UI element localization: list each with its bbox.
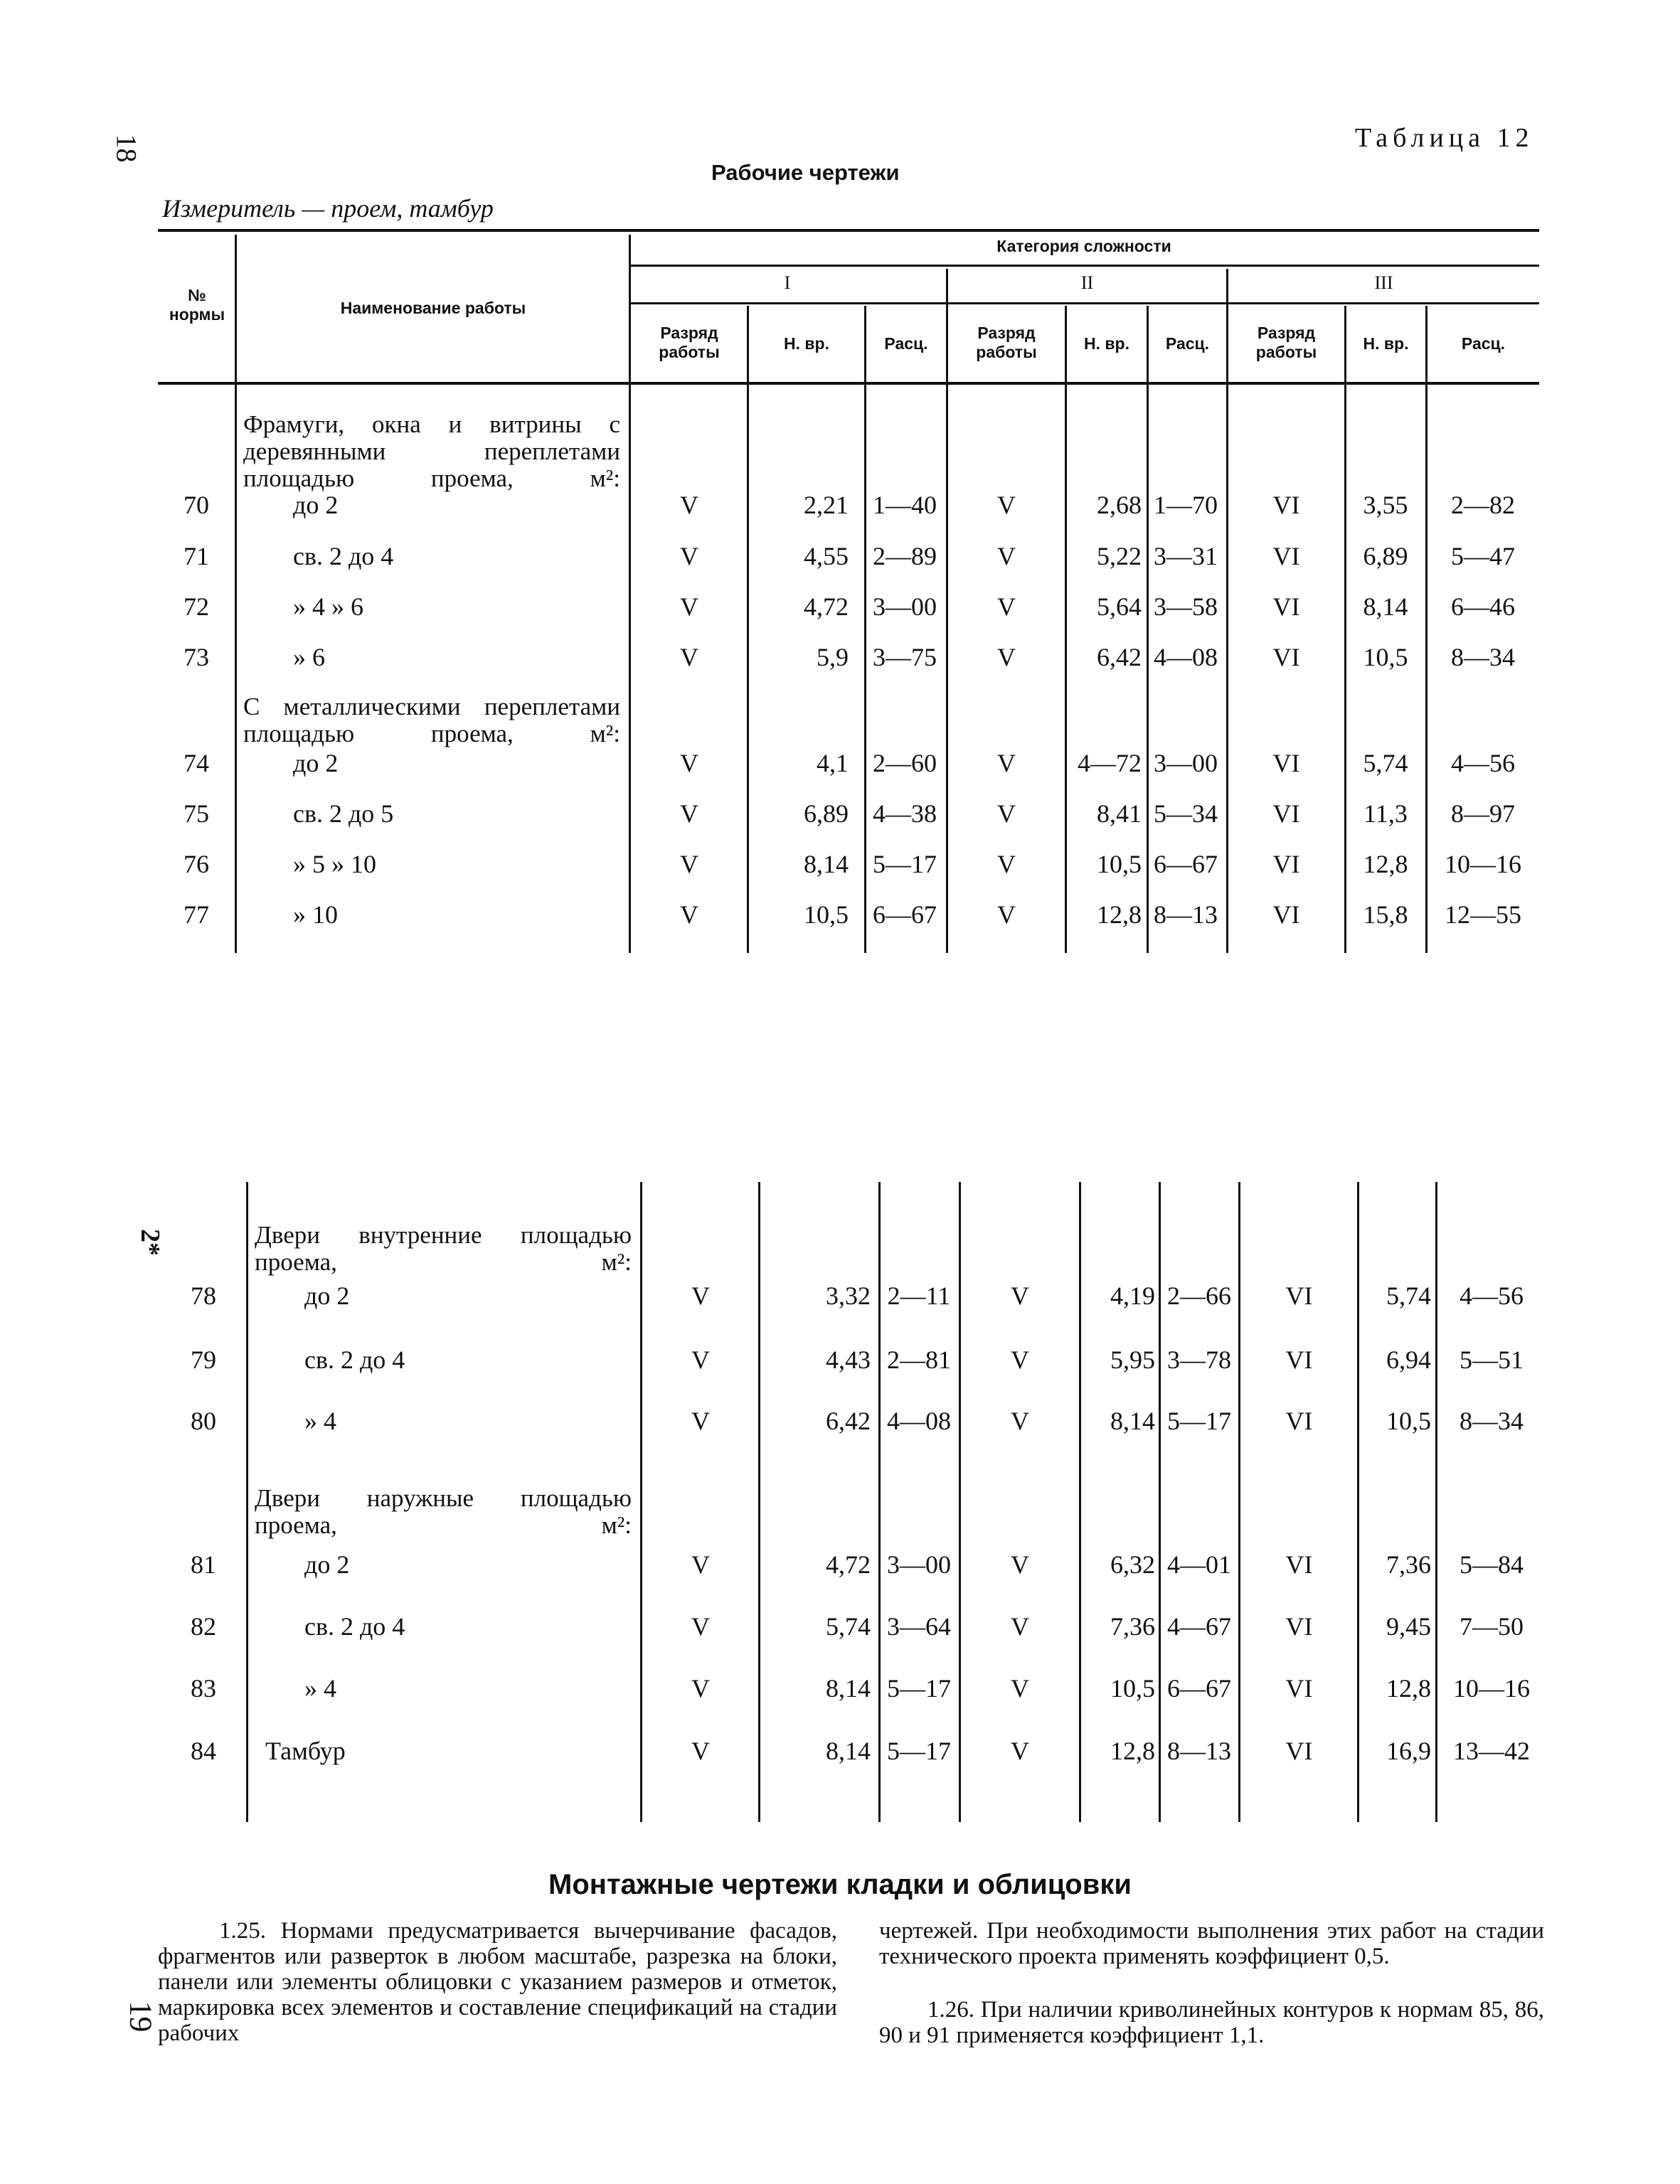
col-sep (864, 306, 866, 953)
cell-price-ii: 5—34 (1154, 799, 1218, 828)
cell-time-i: 5,74 (826, 1612, 871, 1641)
cell-grade-iii: VI (1285, 1674, 1313, 1703)
cell-grade-i: V (680, 643, 698, 671)
cell-price-iii: 8—97 (1451, 799, 1515, 828)
col-sep (1435, 1182, 1437, 1822)
signature-mark: 2* (135, 1229, 165, 1256)
norm-number: 76 (184, 850, 209, 878)
cell-grade-ii: V (1011, 1282, 1029, 1310)
cell-grade-ii: V (1011, 1550, 1029, 1579)
section-title: Монтажные чертежи кладки и облицовки (548, 1869, 1132, 1900)
cell-time-ii: 8,41 (1097, 799, 1142, 828)
cell-price-i: 3—64 (887, 1612, 951, 1641)
norm-number: 83 (191, 1674, 216, 1703)
cell-price-ii: 3—78 (1167, 1346, 1231, 1374)
header-time: Н. вр. (1084, 334, 1129, 353)
cell-grade-iii: VI (1272, 592, 1300, 621)
cell-time-i: 4,1 (817, 749, 849, 777)
cell-time-ii: 5,22 (1097, 542, 1142, 570)
table-label: Таблица 12 (1355, 123, 1534, 153)
paragraph-1-26: 1.26. При наличии криволинейных контуров к нормам 85, 86, 90 и 91 применяется коэффициент 1,1. (879, 1997, 1544, 2048)
col-sep (878, 1182, 881, 1822)
page-number-bottom: 19 (123, 2001, 159, 2033)
cell-time-iii: 16,9 (1386, 1737, 1431, 1765)
cell-time-iii: 5,74 (1386, 1282, 1431, 1310)
cell-grade-i: V (691, 1612, 710, 1641)
paragraph-1-25: 1.25. Нормами предусматривается вычерчивание фасадов, фрагментов или разверток в любом масштабе, разрезка на блоки, панели или элементы облицовки с указанием размеров и отметок, маркировка всех элементов и составление спецификаций на стадии рабочих (158, 1918, 837, 2046)
cell-price-i: 3—75 (873, 643, 937, 671)
cell-price-iii: 5—47 (1451, 542, 1515, 570)
cell-grade-iii: VI (1272, 749, 1300, 777)
cell-grade-i: V (680, 749, 698, 777)
cell-price-i: 2—89 (873, 542, 937, 570)
cell-grade-iii: VI (1285, 1550, 1313, 1579)
header-complexity-category: Категория сложности (996, 237, 1171, 255)
cell-time-iii: 3,55 (1363, 491, 1408, 519)
work-name: » 4 (304, 1674, 336, 1703)
norm-number: 74 (184, 749, 209, 777)
norm-number: 79 (191, 1346, 216, 1374)
cell-grade-ii: V (997, 643, 1016, 671)
cell-time-ii: 10,5 (1110, 1674, 1155, 1703)
cell-time-i: 5,9 (817, 643, 849, 671)
cell-time-iii: 6,94 (1386, 1346, 1431, 1374)
cell-time-i: 2,21 (804, 491, 849, 519)
cell-time-ii: 12,8 (1097, 900, 1142, 929)
col-sep (1238, 1182, 1240, 1822)
cell-time-iii: 6,89 (1363, 542, 1408, 570)
norm-number: 70 (184, 491, 209, 519)
header-time: Н. вр. (1363, 334, 1409, 353)
cell-price-iii: 10—16 (1445, 850, 1521, 878)
group-heading: С металлическими переплетами площадью проема, м²: (243, 693, 620, 747)
work-name: до 2 (293, 749, 339, 777)
cell-grade-ii: V (1011, 1612, 1029, 1641)
cell-price-i: 1—40 (873, 491, 937, 519)
cell-price-iii: 4—56 (1451, 749, 1515, 777)
cell-time-ii: 10,5 (1097, 850, 1142, 878)
work-name: до 2 (293, 491, 339, 519)
cell-time-ii: 12,8 (1110, 1737, 1155, 1765)
cell-grade-ii: V (1011, 1674, 1029, 1703)
cell-time-i: 6,89 (804, 799, 849, 828)
table-subtitle: Рабочие чертежи (711, 160, 900, 185)
cell-price-i: 2—81 (887, 1346, 951, 1374)
page-number-top: 18 (110, 134, 143, 163)
header-category-iii: III (1374, 272, 1393, 293)
cell-price-ii: 4—67 (1167, 1612, 1231, 1641)
col-sep (246, 1182, 248, 1822)
cell-price-iii: 8—34 (1451, 643, 1515, 671)
cell-time-iii: 15,8 (1363, 900, 1408, 929)
table-top-rule (158, 229, 1539, 232)
header-price: Расц. (884, 334, 928, 353)
cell-grade-iii: VI (1285, 1282, 1313, 1310)
cell-price-iii: 5—84 (1460, 1550, 1524, 1579)
work-name: св. 2 до 4 (304, 1346, 405, 1374)
cell-grade-ii: V (997, 491, 1016, 519)
cell-price-iii: 2—82 (1451, 491, 1515, 519)
cell-grade-ii: V (997, 850, 1016, 878)
header-work-name: Наименование работы (340, 299, 526, 317)
cell-price-i: 6—67 (873, 900, 937, 929)
header-price: Расц. (1461, 334, 1506, 353)
cell-time-i: 8,14 (804, 850, 849, 878)
header-bottom-rule (158, 382, 1539, 385)
cell-grade-i: V (680, 542, 698, 570)
cell-grade-iii: VI (1285, 1346, 1313, 1374)
cell-grade-ii: V (997, 900, 1016, 929)
work-name: св. 2 до 5 (293, 799, 394, 828)
col-sep (1079, 1182, 1081, 1822)
cell-price-iii: 13—42 (1453, 1737, 1530, 1765)
cell-grade-ii: V (1011, 1346, 1029, 1374)
header-category-ii: II (1080, 272, 1094, 293)
cell-grade-iii: VI (1272, 491, 1300, 519)
cell-time-iii: 11,3 (1363, 799, 1408, 828)
header-grade: Разряд работы (1255, 324, 1317, 361)
norm-number: 75 (184, 799, 209, 828)
cell-grade-iii: VI (1285, 1737, 1313, 1765)
work-name: » 10 (293, 900, 338, 929)
cell-time-ii: 2,68 (1097, 491, 1142, 519)
work-name: » 5 » 10 (293, 850, 376, 878)
cell-price-i: 4—08 (887, 1407, 951, 1435)
cell-price-i: 5—17 (873, 850, 937, 878)
cell-time-i: 8,14 (826, 1737, 871, 1765)
header-price: Расц. (1165, 334, 1210, 353)
col-sep (959, 1182, 961, 1822)
col-sep (1159, 1182, 1161, 1822)
cell-grade-ii: V (997, 799, 1016, 828)
group-heading: Двери наружные площадью проема, м²: (255, 1484, 632, 1539)
cell-grade-i: V (691, 1282, 710, 1310)
cell-grade-iii: VI (1272, 900, 1300, 929)
norm-number: 80 (191, 1407, 216, 1435)
col-sep (1425, 306, 1428, 953)
cell-price-ii: 5—17 (1167, 1407, 1231, 1435)
cell-grade-ii: V (997, 542, 1016, 570)
cell-price-iii: 6—46 (1451, 592, 1515, 621)
cell-time-i: 4,72 (804, 592, 849, 621)
cell-grade-i: V (680, 799, 698, 828)
cell-grade-ii: V (1011, 1737, 1029, 1765)
cell-price-i: 3—00 (887, 1550, 951, 1579)
cell-time-ii: 6,32 (1110, 1550, 1155, 1579)
col-sep (758, 1182, 760, 1822)
cell-grade-ii: V (1011, 1407, 1029, 1435)
col-sep (640, 1182, 642, 1822)
cell-time-ii: 4,19 (1110, 1282, 1155, 1310)
col-sep (1147, 306, 1149, 953)
norm-number: 82 (191, 1612, 216, 1641)
measurer-caption: Измеритель — проем, тамбур (162, 194, 494, 223)
cell-grade-ii: V (997, 749, 1016, 777)
cell-time-i: 8,14 (826, 1674, 871, 1703)
cell-price-ii: 3—00 (1154, 749, 1218, 777)
cell-price-iii: 10—16 (1453, 1674, 1530, 1703)
norm-number: 84 (191, 1737, 216, 1765)
cell-grade-ii: V (997, 592, 1016, 621)
cell-grade-i: V (680, 850, 698, 878)
cell-grade-i: V (680, 592, 698, 621)
cell-time-iii: 10,5 (1363, 643, 1408, 671)
cell-grade-iii: VI (1285, 1407, 1313, 1435)
paragraph-1-25-continued: чертежей. При необходимости выполнения этих работ на стадии технического проекта применять коэффициент 0,5. (879, 1918, 1544, 1969)
cell-grade-iii: VI (1272, 799, 1300, 828)
header-grade: Разряд работы (976, 324, 1037, 361)
cell-price-ii: 1—70 (1154, 491, 1218, 519)
work-name: до 2 (304, 1550, 350, 1579)
category-rule (629, 265, 1539, 267)
cell-time-i: 3,32 (826, 1282, 871, 1310)
cell-price-i: 2—11 (887, 1282, 951, 1310)
cell-time-iii: 9,45 (1386, 1612, 1431, 1641)
cell-time-iii: 7,36 (1386, 1550, 1431, 1579)
cell-price-ii: 3—31 (1154, 542, 1218, 570)
subcategory-rule (629, 302, 1539, 304)
cell-time-ii: 7,36 (1110, 1612, 1155, 1641)
cell-price-ii: 4—08 (1154, 643, 1218, 671)
cell-time-ii: 5,64 (1097, 592, 1142, 621)
cell-grade-iii: VI (1272, 643, 1300, 671)
header-grade: Разряд работы (659, 324, 720, 361)
header-time: Н. вр. (784, 334, 829, 353)
cell-time-iii: 8,14 (1363, 592, 1408, 621)
cell-price-iii: 8—34 (1460, 1407, 1524, 1435)
cell-grade-i: V (691, 1407, 710, 1435)
cell-grade-iii: VI (1272, 542, 1300, 570)
cell-time-i: 4,55 (804, 542, 849, 570)
cell-time-iii: 5,74 (1363, 749, 1408, 777)
cell-grade-i: V (691, 1674, 710, 1703)
col-sep (1357, 1182, 1359, 1822)
cell-grade-i: V (680, 491, 698, 519)
cell-time-ii: 5,95 (1110, 1346, 1155, 1374)
cell-grade-i: V (691, 1737, 710, 1765)
norm-number: 78 (191, 1282, 216, 1310)
cell-price-iii: 5—51 (1460, 1346, 1524, 1374)
cell-grade-i: V (691, 1550, 710, 1579)
cell-grade-iii: VI (1285, 1612, 1313, 1641)
cell-time-ii: 6,42 (1097, 643, 1142, 671)
cell-price-iii: 4—56 (1460, 1282, 1524, 1310)
cell-price-ii: 8—13 (1167, 1737, 1231, 1765)
cell-price-i: 5—17 (887, 1737, 951, 1765)
cell-time-i: 4,43 (826, 1346, 871, 1374)
norm-number: 72 (184, 592, 209, 621)
norm-number: 81 (191, 1550, 216, 1579)
col-sep (629, 235, 631, 953)
cell-price-ii: 8—13 (1154, 900, 1218, 929)
header-norm-number: № нормы (169, 286, 225, 324)
cell-price-iii: 7—50 (1460, 1612, 1524, 1641)
work-name: » 4 (304, 1407, 336, 1435)
work-name: » 6 (293, 643, 325, 671)
cell-grade-i: V (680, 900, 698, 929)
norm-number: 77 (184, 900, 209, 929)
cell-time-i: 6,42 (826, 1407, 871, 1435)
cell-time-iii: 12,8 (1363, 850, 1408, 878)
cell-price-ii: 4—01 (1167, 1550, 1231, 1579)
cell-price-i: 5—17 (887, 1674, 951, 1703)
col-sep (235, 235, 237, 953)
cell-price-iii: 12—55 (1445, 900, 1521, 929)
header-category-i: I (784, 272, 791, 293)
cell-price-ii: 3—58 (1154, 592, 1218, 621)
cell-price-ii: 2—66 (1167, 1282, 1231, 1310)
cell-time-ii: 4—72 (1078, 749, 1142, 777)
cell-time-iii: 12,8 (1386, 1674, 1431, 1703)
group-heading: Фрамуги, окна и витрины с деревянными переплетами площадью проема, м²: (243, 410, 620, 492)
cell-time-i: 4,72 (826, 1550, 871, 1579)
cell-grade-i: V (691, 1346, 710, 1374)
cell-price-i: 4—38 (873, 799, 937, 828)
cell-time-ii: 8,14 (1110, 1407, 1155, 1435)
norm-number: 73 (184, 643, 209, 671)
cell-price-ii: 6—67 (1154, 850, 1218, 878)
cell-price-i: 3—00 (873, 592, 937, 621)
work-name: Тамбур (265, 1737, 346, 1765)
work-name: » 4 » 6 (293, 592, 363, 621)
norm-number: 71 (184, 542, 209, 570)
cell-time-i: 10,5 (804, 900, 849, 929)
cell-price-ii: 6—67 (1167, 1674, 1231, 1703)
group-heading: Двери внутренние площадью проема, м²: (255, 1221, 632, 1276)
work-name: до 2 (304, 1282, 350, 1310)
cell-grade-iii: VI (1272, 850, 1300, 878)
cell-price-i: 2—60 (873, 749, 937, 777)
work-name: св. 2 до 4 (293, 542, 394, 570)
cell-time-iii: 10,5 (1386, 1407, 1431, 1435)
work-name: св. 2 до 4 (304, 1612, 405, 1641)
